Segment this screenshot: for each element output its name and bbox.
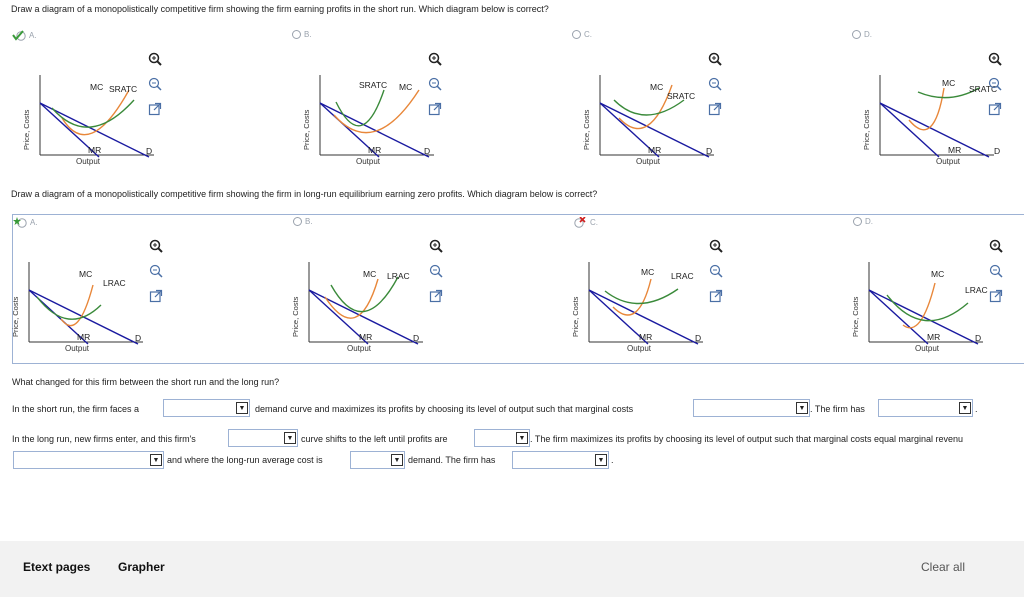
row-2-options — [12, 214, 1024, 364]
d-label: D — [975, 333, 982, 343]
d-label: D — [135, 333, 142, 343]
graph-d — [862, 60, 1001, 170]
mc-label: MC — [90, 82, 104, 92]
dropdown-arrow-icon: ▼ — [391, 454, 403, 466]
option-c-short-run[interactable] — [572, 30, 752, 170]
option-letter: C. — [590, 218, 598, 227]
long-run-profit-dropdown[interactable] — [512, 451, 609, 469]
ac-label: SRATC — [969, 84, 998, 94]
zoom-out-icon[interactable] — [149, 264, 163, 278]
check-icon — [12, 30, 26, 41]
sentence-3a: and where the long-run average cost is — [167, 455, 323, 465]
question-1-text: Draw a diagram of a monopolistically competitive firm showing the firm earning profits in the short run. Which diagram below is correct? — [11, 4, 549, 14]
dropdown-arrow-icon: ▼ — [959, 402, 971, 414]
mc-curve — [62, 90, 129, 135]
external-link-icon[interactable] — [429, 289, 443, 303]
grapher-button[interactable]: Grapher — [118, 560, 165, 574]
tools-c — [708, 52, 724, 127]
zoom-in-icon[interactable] — [989, 239, 1003, 253]
curve-dropdown[interactable] — [228, 429, 298, 447]
option-letter: D. — [864, 30, 872, 39]
mc-label: MC — [399, 82, 413, 92]
d-label: D — [695, 333, 702, 343]
graph-long-a — [11, 247, 149, 357]
lrac-relation-dropdown[interactable] — [350, 451, 405, 469]
option-b-long-run[interactable] — [293, 217, 473, 357]
radio-button[interactable] — [292, 30, 301, 39]
sentence-1a: In the short run, the firm faces a — [12, 404, 140, 414]
tools-long-c — [709, 239, 725, 314]
graph-a — [22, 60, 160, 170]
d-label: D — [994, 146, 1001, 156]
ac-label: LRAC — [103, 278, 126, 288]
period-text: . — [975, 404, 978, 414]
dropdown-arrow-icon: ▼ — [150, 454, 162, 466]
zoom-in-icon[interactable] — [708, 52, 722, 66]
marginal-revenue-dropdown[interactable] — [13, 451, 164, 469]
x-axis-label: Output — [936, 157, 961, 166]
option-letter: B. — [304, 30, 312, 39]
external-link-icon[interactable] — [428, 102, 442, 116]
x-axis-label: Output — [65, 344, 90, 353]
sentence-2b: curve shifts to the left until profits are — [301, 434, 448, 444]
graph-long-b — [291, 247, 429, 357]
graph-long-d — [851, 247, 989, 357]
ac-label: LRAC — [387, 271, 410, 281]
sentence-1b: demand curve and maximizes its profits by choosing its level of output such that marginal costs — [255, 404, 634, 414]
question-2-text: Draw a diagram of a monopolistically competitive firm showing the firm in long-run equilibrium earning zero profits. Which diagram below is correct? — [11, 189, 598, 199]
mr-label: MR — [927, 332, 941, 342]
clear-all-button[interactable]: Clear all — [921, 560, 966, 574]
tools-d — [988, 52, 1004, 127]
radio-button[interactable] — [853, 217, 862, 226]
mr-label: MR — [88, 145, 102, 155]
zoom-in-icon[interactable] — [428, 52, 442, 66]
ac-label: SRATC — [359, 80, 388, 90]
dropdown-arrow-icon: ▼ — [516, 432, 528, 444]
external-link-icon[interactable] — [708, 102, 722, 116]
zoom-in-icon[interactable] — [148, 52, 162, 66]
radio-button[interactable] — [572, 30, 581, 39]
external-link-icon[interactable] — [148, 102, 162, 116]
mr-label: MR — [77, 332, 91, 342]
star-check-icon — [13, 217, 27, 228]
mc-label: MC — [79, 269, 93, 279]
external-link-icon[interactable] — [988, 102, 1002, 116]
x-mark-icon — [573, 217, 587, 228]
profit-level-dropdown[interactable] — [474, 429, 530, 447]
zoom-in-icon[interactable] — [149, 239, 163, 253]
x-axis-label: Output — [636, 157, 661, 166]
zoom-out-icon[interactable] — [709, 264, 723, 278]
option-c-long-run[interactable] — [573, 217, 753, 357]
zoom-out-icon[interactable] — [148, 77, 162, 91]
graph-long-c — [571, 247, 709, 357]
zoom-in-icon[interactable] — [709, 239, 723, 253]
row-1-options — [0, 30, 1024, 170]
ac-label: LRAC — [965, 285, 988, 295]
option-letter: A. — [29, 31, 37, 40]
x-axis-label: Output — [347, 344, 372, 353]
mr-label: MR — [648, 145, 662, 155]
y-axis-label: Price, Costs — [582, 109, 591, 150]
sub-question-text: What changed for this firm between the short run and the long run? — [12, 377, 280, 387]
dropdown-arrow-icon: ▼ — [796, 402, 808, 414]
d-label: D — [146, 146, 153, 156]
mc-label: MC — [931, 269, 945, 279]
tools-a — [148, 52, 164, 127]
mc-label: MC — [650, 82, 664, 92]
sentence-2c: . The firm maximizes its profits by choosing its level of output such that marginal costs equal marginal revenu — [530, 434, 964, 444]
y-axis-label: Price, Costs — [571, 296, 580, 337]
option-a-long-run[interactable] — [13, 217, 193, 357]
graph-c — [582, 60, 720, 170]
dropdown-arrow-icon: ▼ — [284, 432, 296, 444]
zoom-out-icon[interactable] — [429, 264, 443, 278]
mr-label: MR — [639, 332, 653, 342]
demand-type-dropdown[interactable] — [163, 399, 250, 417]
y-axis-label: Price, Costs — [302, 109, 311, 150]
option-letter: A. — [30, 218, 38, 227]
mr-label: MR — [359, 332, 373, 342]
tools-long-d — [989, 239, 1005, 314]
ac-label: SRATC — [109, 84, 138, 94]
external-link-icon[interactable] — [709, 289, 723, 303]
x-axis-label: Output — [627, 344, 652, 353]
tools-b — [428, 52, 444, 127]
external-link-icon[interactable] — [149, 289, 163, 303]
dropdown-arrow-icon: ▼ — [595, 454, 607, 466]
period-text: . — [611, 455, 614, 465]
d-label: D — [424, 146, 431, 156]
tools-long-b — [429, 239, 445, 314]
zoom-in-icon[interactable] — [429, 239, 443, 253]
sentence-1c: . The firm has — [810, 404, 865, 414]
radio-button[interactable] — [852, 30, 861, 39]
ac-label: LRAC — [671, 271, 694, 281]
x-axis-label: Output — [356, 157, 381, 166]
option-a-short-run[interactable] — [12, 30, 192, 170]
zoom-out-icon[interactable] — [428, 77, 442, 91]
zoom-in-icon[interactable] — [988, 52, 1002, 66]
zoom-out-icon[interactable] — [989, 264, 1003, 278]
marginal-cost-dropdown[interactable] — [693, 399, 810, 417]
mc-label: MC — [942, 78, 956, 88]
sentence-3b: demand. The firm has — [408, 455, 496, 465]
etext-pages-button[interactable]: Etext pages — [23, 560, 91, 574]
y-axis-label: Price, Costs — [11, 296, 20, 337]
option-b-short-run[interactable] — [292, 30, 472, 170]
zoom-out-icon[interactable] — [988, 77, 1002, 91]
y-axis-label: Price, Costs — [291, 296, 300, 337]
zoom-out-icon[interactable] — [708, 77, 722, 91]
mr-label: MR — [368, 145, 382, 155]
tools-long-a — [149, 239, 165, 314]
d-label: D — [413, 333, 420, 343]
mc-label: MC — [641, 267, 655, 277]
x-axis-label: Output — [915, 344, 940, 353]
mc-label: MC — [363, 269, 377, 279]
external-link-icon[interactable] — [989, 289, 1003, 303]
dropdown-arrow-icon: ▼ — [236, 402, 248, 414]
d-label: D — [706, 146, 713, 156]
option-letter: D. — [865, 217, 873, 226]
sentence-2a: In the long run, new firms enter, and this firm's — [12, 434, 196, 444]
ac-label: SRATC — [667, 91, 696, 101]
ac-curve — [52, 100, 134, 127]
y-axis-label: Price, Costs — [22, 109, 31, 150]
y-axis-label: Price, Costs — [862, 109, 871, 150]
mr-label: MR — [948, 145, 962, 155]
graph-b — [302, 60, 440, 170]
radio-button[interactable] — [293, 217, 302, 226]
profit-status-dropdown[interactable] — [878, 399, 973, 417]
option-letter: C. — [584, 30, 592, 39]
y-axis-label: Price, Costs — [851, 296, 860, 337]
option-letter: B. — [305, 217, 313, 226]
footer-bar — [0, 541, 1024, 597]
x-axis-label: Output — [76, 157, 101, 166]
